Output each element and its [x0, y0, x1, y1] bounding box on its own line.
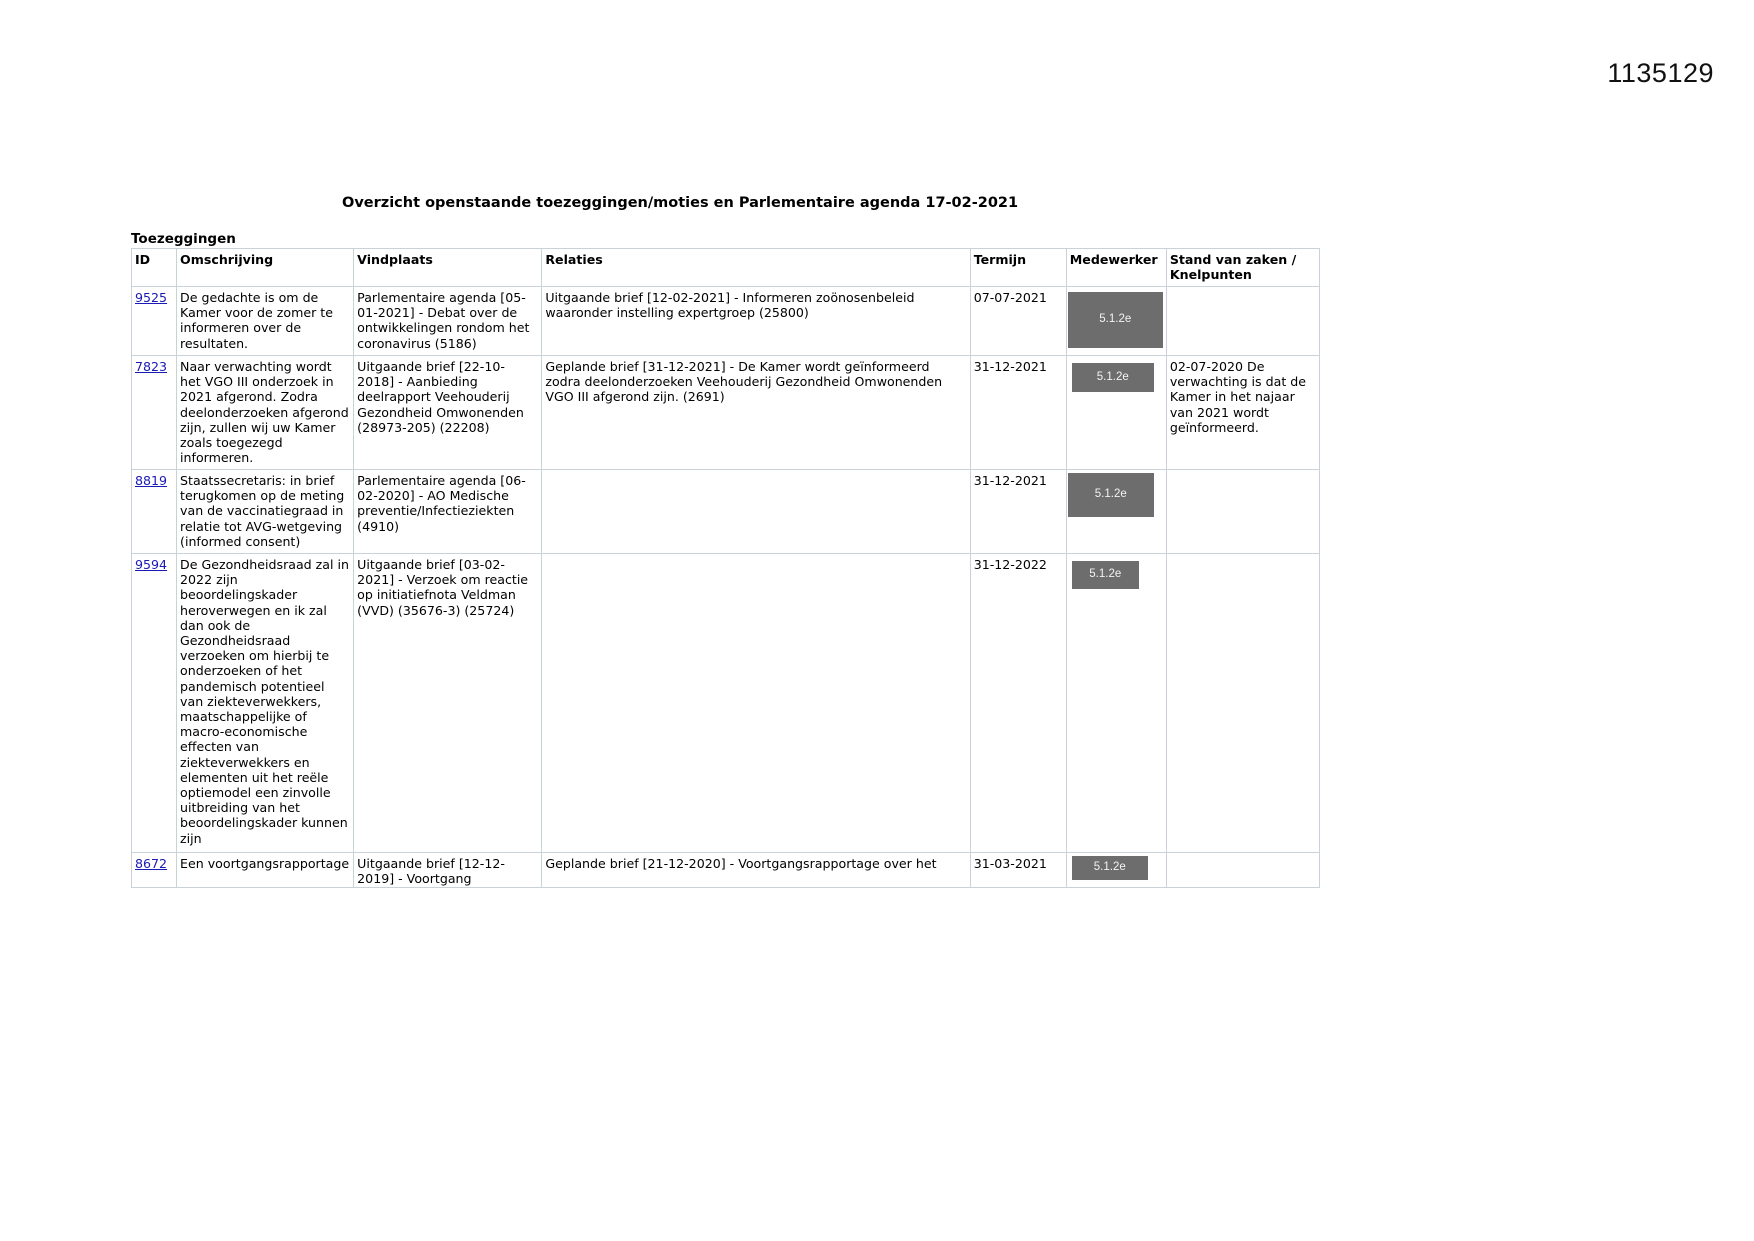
- column-header-stand: Stand van zaken / Knelpunten: [1166, 249, 1319, 287]
- id-link[interactable]: 9525: [135, 290, 168, 305]
- cell-relaties: Geplande brief [21-12-2020] - Voortgangsrapportage over het: [542, 853, 970, 888]
- cell-vindplaats: Uitgaande brief [12-12-2019] - Voortgang: [354, 853, 542, 888]
- cell-termijn: 31-12-2022: [970, 554, 1066, 853]
- cell-omschrijving: Een voortgangsrapportage: [177, 853, 354, 888]
- id-link[interactable]: 8819: [135, 473, 168, 488]
- cell-relaties: [542, 554, 970, 853]
- cell-medewerker: [1066, 470, 1166, 554]
- cell-stand: [1166, 853, 1319, 888]
- cell-medewerker: [1066, 853, 1166, 888]
- table-row: [132, 356, 1320, 470]
- id-link[interactable]: 9594: [135, 557, 168, 572]
- redaction-block: 5.1.2e: [1072, 561, 1139, 589]
- cell-omschrijving: Naar verwachting wordt het VGO III onderzoek in 2021 afgerond. Zodra deelonderzoeken afgerond zijn, zullen wij uw Kamer zoals toegezegd informeren.: [177, 356, 354, 470]
- document-number: 1135129: [1607, 58, 1714, 88]
- section-title: Toezeggingen: [131, 231, 236, 247]
- cell-vindplaats: Uitgaande brief [22-10-2018] - Aanbieding deelrapport Veehouderij Gezondheid Omwonenden (28973-205) (22208): [354, 356, 542, 470]
- cell-vindplaats: Uitgaande brief [03-02-2021] - Verzoek om reactie op initiatiefnota Veldman (VVD) (35676-3) (25724): [354, 554, 542, 853]
- redaction-block: 5.1.2e: [1072, 856, 1148, 880]
- cell-medewerker: [1066, 554, 1166, 853]
- cell-id: [132, 356, 177, 470]
- cell-stand: [1166, 470, 1319, 554]
- table-row: [132, 853, 1320, 888]
- cell-id: [132, 853, 177, 888]
- column-header-termijn: Termijn: [970, 249, 1066, 287]
- cell-vindplaats: Parlementaire agenda [05-01-2021] - Debat over de ontwikkelingen rondom het coronavirus (5186): [354, 287, 542, 356]
- cell-relaties: Geplande brief [31-12-2021] - De Kamer wordt geïnformeerd zodra deelonderzoeken Veehouderij Gezondheid Omwonenden VGO III afgerond zijn. (2691): [542, 356, 970, 470]
- redaction-block: 5.1.2e: [1072, 363, 1154, 392]
- column-header-vindplaats: Vindplaats: [354, 249, 542, 287]
- cell-termijn: 31-03-2021: [970, 853, 1066, 888]
- column-header-medewerker: Medewerker: [1066, 249, 1166, 287]
- column-header-omschrijving: Omschrijving: [177, 249, 354, 287]
- header-row: [132, 249, 1320, 287]
- table-row: [132, 287, 1320, 356]
- id-link[interactable]: 7823: [135, 359, 168, 374]
- cell-stand: [1166, 287, 1319, 356]
- id-link[interactable]: 8672: [135, 856, 168, 871]
- cell-medewerker: [1066, 287, 1166, 356]
- cell-termijn: 31-12-2021: [970, 470, 1066, 554]
- cell-stand: [1166, 554, 1319, 853]
- cell-stand: 02-07-2020 De verwachting is dat de Kamer in het najaar van 2021 wordt geïnformeerd.: [1166, 356, 1319, 470]
- toezeggingen-table: [131, 248, 1320, 888]
- cell-vindplaats: Parlementaire agenda [06-02-2020] - AO Medische preventie/Infectieziekten (4910): [354, 470, 542, 554]
- table-row: [132, 554, 1320, 853]
- redaction-block: 5.1.2e: [1068, 473, 1154, 517]
- cell-relaties: [542, 470, 970, 554]
- cell-omschrijving: De Gezondheidsraad zal in 2022 zijn beoordelingskader heroverwegen en ik zal dan ook de Gezondheidsraad verzoeken om hierbij te onderzoeken of het pandemisch potentieel van ziekteverwekkers, maatschappelijke of macro-economische effecten van ziekteverwekkers en elementen uit het reële optiemodel een zinvolle uitbreiding van het beoordelingskader kunnen zijn: [177, 554, 354, 853]
- cell-medewerker: [1066, 356, 1166, 470]
- cell-id: [132, 554, 177, 853]
- redaction-block: 5.1.2e: [1068, 292, 1163, 348]
- cell-termijn: 31-12-2021: [970, 356, 1066, 470]
- column-header-relaties: Relaties: [542, 249, 970, 287]
- cell-id: [132, 470, 177, 554]
- column-header-id: ID: [132, 249, 177, 287]
- cell-id: [132, 287, 177, 356]
- table-row: [132, 470, 1320, 554]
- cell-relaties: Uitgaande brief [12-02-2021] - Informeren zoönosenbeleid waaronder instelling expertgroep (25800): [542, 287, 970, 356]
- report-title: Overzicht openstaande toezeggingen/moties en Parlementaire agenda 17-02-2021: [342, 195, 1019, 211]
- cell-omschrijving: De gedachte is om de Kamer voor de zomer te informeren over de resultaten.: [177, 287, 354, 356]
- cell-termijn: 07-07-2021: [970, 287, 1066, 356]
- cell-omschrijving: Staatssecretaris: in brief terugkomen op de meting van de vaccinatiegraad in relatie tot AVG-wetgeving (informed consent): [177, 470, 354, 554]
